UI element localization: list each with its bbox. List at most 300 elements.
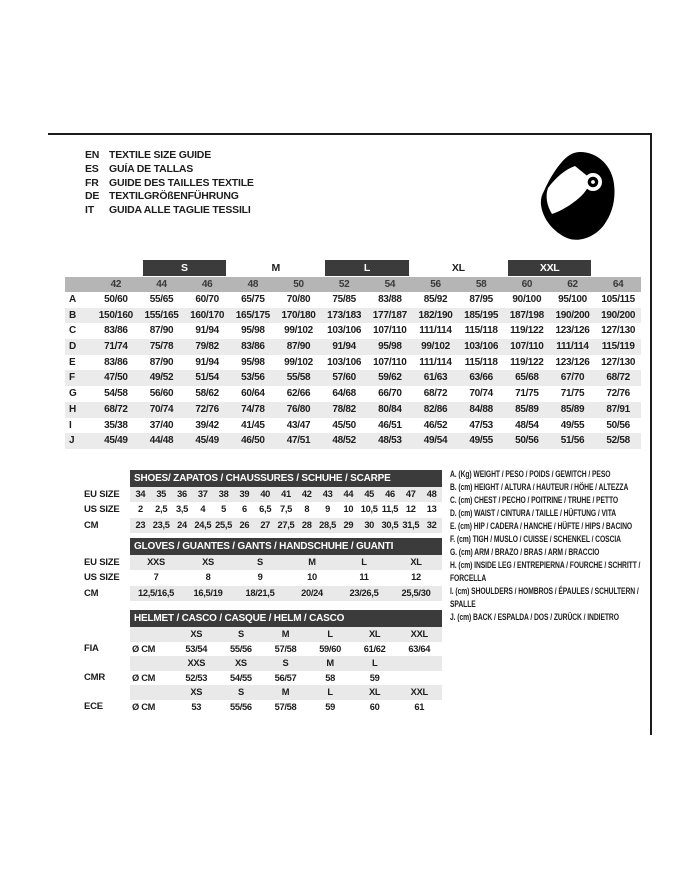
language-list bbox=[85, 149, 254, 218]
size-cell: 52/58 bbox=[606, 435, 630, 447]
size-cell: 82/86 bbox=[423, 403, 448, 415]
shoe-size-cell: 6 bbox=[241, 504, 247, 515]
size-cell: 107/110 bbox=[373, 325, 407, 337]
shoe-size-cell: 35 bbox=[156, 489, 167, 499]
row-label: ECE bbox=[84, 700, 103, 712]
size-cell: 50/56 bbox=[515, 435, 539, 447]
legend-item: F. (cm) TIGH / MUSLO / CUISSE / SCHENKEL / COSCIA bbox=[450, 534, 621, 544]
size-cell: 71/74 bbox=[104, 341, 128, 353]
glove-size-cell: M bbox=[308, 557, 316, 567]
size-cell: 39/42 bbox=[195, 419, 219, 431]
size-cell: 83/88 bbox=[378, 294, 402, 305]
lang-code: EN bbox=[85, 149, 100, 161]
size-cell: 123/126 bbox=[555, 356, 590, 368]
size-cell: 111/114 bbox=[419, 325, 452, 337]
shoe-size-cell: 47 bbox=[405, 489, 416, 499]
size-column-header: 60 bbox=[521, 279, 533, 290]
shoe-size-cell: 2,5 bbox=[155, 504, 168, 515]
shoe-size-cell: 3,5 bbox=[175, 504, 188, 515]
row-label: US SIZE bbox=[84, 572, 120, 584]
main-size-table bbox=[65, 260, 641, 449]
size-column-header: 54 bbox=[384, 279, 396, 290]
gloves-table bbox=[84, 538, 442, 601]
size-cell: 45/49 bbox=[104, 435, 128, 447]
size-cell: 105/115 bbox=[601, 294, 635, 305]
size-cell: 99/102 bbox=[284, 356, 313, 368]
helmet-size-cell: 57/58 bbox=[274, 701, 297, 712]
shoe-size-cell: 6,5 bbox=[259, 504, 272, 515]
racing-helmet-icon bbox=[536, 150, 616, 242]
helmet-size-cell: L bbox=[327, 629, 333, 639]
shoe-size-cell: 25,5 bbox=[215, 519, 233, 530]
size-table-row bbox=[65, 370, 641, 386]
language-row-it bbox=[85, 204, 254, 218]
row-label: EU SIZE bbox=[84, 489, 120, 500]
shoes-table bbox=[84, 470, 442, 533]
helmet-size-cell: 56/57 bbox=[274, 672, 297, 683]
helmet-size-cell: XXL bbox=[410, 629, 428, 639]
size-cell: 70/80 bbox=[286, 294, 311, 305]
shoe-size-cell: 43 bbox=[322, 489, 333, 499]
helmet-size-cell: M bbox=[326, 658, 334, 668]
shoe-size-cell: 10,5 bbox=[360, 504, 378, 515]
helmet-table-row bbox=[84, 700, 442, 715]
shoe-size-cell: 30 bbox=[364, 519, 375, 530]
helmet-size-cell: XXS bbox=[187, 658, 206, 668]
helmet-table-row bbox=[130, 656, 442, 671]
row-letter: D bbox=[69, 341, 76, 353]
size-cell: 48/53 bbox=[378, 435, 402, 447]
table-row bbox=[84, 570, 442, 585]
size-cell: 51/56 bbox=[560, 435, 585, 447]
helmet-table-row bbox=[130, 627, 442, 642]
glove-size-cell: 10 bbox=[307, 572, 317, 583]
size-cell: 55/65 bbox=[149, 294, 174, 305]
legend-item: D. (cm) WAIST / CINTURA / TAILLE / HÜFTUNG / VITA bbox=[450, 508, 617, 518]
helmet-table-body bbox=[84, 627, 442, 714]
size-cell: 127/130 bbox=[601, 325, 636, 337]
helmet-size-cell bbox=[397, 671, 442, 686]
table-row bbox=[84, 586, 442, 601]
size-cell: 79/82 bbox=[195, 341, 219, 353]
shoe-size-cell: 34 bbox=[135, 489, 146, 499]
size-cell: 48/52 bbox=[332, 435, 356, 447]
gloves-title-bar: GLOVES / GUANTES / GANTS / HANDSCHUHE / GUANTI bbox=[130, 538, 442, 555]
glove-size-cell: 20/24 bbox=[301, 587, 323, 598]
shoe-size-cell: 38 bbox=[218, 489, 229, 499]
size-cell: 103/106 bbox=[327, 325, 362, 337]
helmet-size-cell: XS bbox=[190, 687, 203, 697]
size-cell: 60/70 bbox=[195, 294, 219, 305]
size-cell: 91/94 bbox=[332, 341, 356, 353]
helmet-size-cell: S bbox=[282, 658, 289, 668]
shoe-size-cell: 4 bbox=[200, 504, 206, 515]
helmet-size-cell: 58 bbox=[325, 672, 335, 683]
size-cell: 43/47 bbox=[286, 419, 311, 431]
size-group-XXL: XXL bbox=[508, 260, 591, 276]
size-cell: 62/66 bbox=[286, 388, 311, 400]
row-label: US SIZE bbox=[84, 504, 120, 516]
shoe-size-cell: 27 bbox=[260, 519, 271, 530]
helmet-size-cell: 59 bbox=[369, 672, 380, 683]
glove-size-cell: XL bbox=[410, 557, 422, 567]
helmet-size-cell: 53 bbox=[191, 701, 202, 712]
row-letter: A bbox=[69, 294, 76, 305]
helmet-size-cell: M bbox=[281, 629, 290, 639]
shoe-size-cell: 7,5 bbox=[279, 504, 292, 515]
size-table-row bbox=[65, 308, 641, 324]
row-letter: G bbox=[69, 388, 77, 400]
size-cell: 85/89 bbox=[560, 403, 585, 415]
size-cell: 173/183 bbox=[327, 309, 362, 321]
row-label: EU SIZE bbox=[84, 557, 120, 568]
size-cell: 85/89 bbox=[515, 403, 539, 415]
size-cell: 60/64 bbox=[241, 388, 265, 400]
helmet-size-cell bbox=[397, 656, 442, 671]
size-cell: 74/78 bbox=[241, 403, 265, 415]
shoe-size-cell: 45 bbox=[364, 489, 375, 499]
size-cell: 47/51 bbox=[286, 435, 311, 447]
row-label: CMR bbox=[84, 671, 106, 683]
diameter-cm-cell: Ø CM bbox=[132, 701, 156, 712]
size-cell: 84/88 bbox=[469, 403, 493, 415]
shoes-title-bar: SHOES/ ZAPATOS / CHAUSSURES / SCHUHE / SCARPE bbox=[130, 470, 442, 487]
helmet-size-cell: 52/53 bbox=[185, 672, 208, 683]
size-cell: 119/122 bbox=[510, 356, 544, 368]
size-cell: 65/75 bbox=[241, 294, 265, 305]
size-column-header: 56 bbox=[430, 279, 441, 290]
size-cell: 44/48 bbox=[149, 435, 174, 447]
shoe-size-cell: 28,5 bbox=[319, 519, 337, 530]
size-group-S: S bbox=[143, 260, 226, 276]
size-cell: 57/60 bbox=[332, 372, 356, 384]
size-cell: 190/200 bbox=[555, 309, 590, 321]
helmet-size-cell: 55/56 bbox=[230, 701, 252, 712]
glove-size-cell: 8 bbox=[205, 572, 211, 583]
shoe-size-cell: 30,5 bbox=[381, 519, 399, 530]
size-cell: 51/54 bbox=[195, 372, 219, 384]
size-cell: 49/52 bbox=[149, 372, 174, 384]
size-number-spacer bbox=[65, 277, 93, 292]
size-cell: 58/62 bbox=[195, 388, 219, 400]
helmet-size-cell: 54/55 bbox=[230, 672, 252, 683]
legend-item: I. (cm) SHOULDERS / HOMBROS / ÉPAULES / SCHULTERN / SPALLE bbox=[450, 586, 639, 609]
size-column-header: 50 bbox=[293, 279, 304, 290]
size-group-M: M bbox=[271, 262, 280, 274]
size-cell: 190/200 bbox=[601, 309, 636, 321]
shoe-size-cell: 9 bbox=[325, 504, 331, 515]
size-cell: 68/72 bbox=[104, 403, 128, 415]
shoe-size-cell: 32 bbox=[426, 519, 437, 530]
size-table-row bbox=[65, 402, 641, 418]
size-cell: 83/86 bbox=[104, 356, 128, 368]
shoes-table-body bbox=[84, 487, 442, 533]
size-cell: 50/56 bbox=[606, 419, 630, 431]
legend-item: H. (cm) INSIDE LEG / ENTREPIERNA / FOURCHE / SCHRITT / FORCELLA bbox=[450, 560, 641, 583]
helmet-size-cell: 57/58 bbox=[274, 643, 297, 654]
helmet-size-cell: 59 bbox=[325, 701, 335, 712]
size-cell: 68/72 bbox=[606, 372, 630, 384]
row-label: CM bbox=[84, 587, 99, 599]
size-table-row bbox=[65, 433, 641, 449]
size-cell: 61/63 bbox=[423, 372, 448, 384]
gloves-table-body bbox=[84, 555, 442, 601]
glove-size-cell: XS bbox=[202, 557, 214, 567]
glove-size-cell: XXS bbox=[147, 557, 165, 567]
size-cell: 50/60 bbox=[104, 294, 128, 305]
size-cell: 103/106 bbox=[327, 356, 362, 368]
size-cell: 75/85 bbox=[332, 294, 356, 305]
diameter-cm-cell bbox=[130, 685, 174, 700]
size-cell: 72/76 bbox=[195, 403, 219, 415]
helmet-size-cell: 55/56 bbox=[230, 643, 252, 654]
lang-code: DE bbox=[85, 190, 100, 203]
size-cell: 87/90 bbox=[149, 325, 174, 337]
language-row-de bbox=[85, 190, 254, 204]
helmet-size-cell: XS bbox=[190, 629, 203, 639]
size-cell: 83/86 bbox=[104, 325, 128, 337]
helmet-size-cell: 53/54 bbox=[185, 643, 208, 654]
helmet-size-cell: XL bbox=[369, 687, 381, 697]
size-cell: 64/68 bbox=[332, 388, 356, 400]
size-cell: 87/91 bbox=[606, 403, 630, 415]
size-cell: 85/92 bbox=[423, 294, 448, 305]
size-cell: 99/102 bbox=[284, 325, 313, 337]
page-border-right bbox=[650, 133, 652, 735]
glove-size-cell: S bbox=[257, 557, 263, 567]
size-cell: 54/58 bbox=[104, 388, 128, 400]
size-cell: 115/118 bbox=[464, 356, 498, 368]
size-cell: 103/106 bbox=[464, 341, 499, 353]
shoe-size-cell: 23 bbox=[135, 519, 146, 530]
diameter-cm-cell: Ø CM bbox=[132, 672, 156, 683]
row-label: CM bbox=[84, 519, 99, 531]
size-cell: 187/198 bbox=[509, 309, 544, 321]
lang-code: IT bbox=[85, 204, 94, 217]
size-cell: 99/102 bbox=[421, 341, 450, 353]
row-letter: H bbox=[69, 403, 76, 415]
size-cell: 165/175 bbox=[235, 309, 270, 321]
size-cell: 75/78 bbox=[149, 341, 174, 353]
size-cell: 71/75 bbox=[560, 388, 585, 400]
size-cell: 87/90 bbox=[286, 341, 311, 353]
shoe-size-cell: 46 bbox=[385, 489, 395, 499]
size-group-row bbox=[65, 260, 641, 277]
table-row bbox=[84, 518, 442, 533]
size-cell: 59/62 bbox=[378, 372, 402, 384]
row-letter: F bbox=[69, 372, 75, 384]
diameter-cm-cell bbox=[130, 627, 174, 642]
size-cell: 65/68 bbox=[515, 372, 539, 384]
shoe-size-cell: 27,5 bbox=[277, 519, 295, 530]
page-border-top bbox=[48, 133, 652, 135]
table-row bbox=[84, 502, 442, 517]
size-group-XL: XL bbox=[451, 262, 465, 274]
size-cell: 182/190 bbox=[418, 309, 453, 321]
glove-size-cell: L bbox=[361, 557, 367, 567]
size-cell: 66/70 bbox=[378, 388, 402, 400]
glove-size-cell: 11 bbox=[359, 572, 369, 583]
size-table-row bbox=[65, 418, 641, 434]
size-cell: 47/50 bbox=[104, 372, 128, 384]
shoe-size-cell: 24,5 bbox=[194, 519, 212, 530]
size-column-header: 58 bbox=[475, 279, 487, 290]
size-group-L: L bbox=[325, 260, 408, 276]
table-row bbox=[84, 555, 442, 570]
size-cell: 68/72 bbox=[423, 388, 448, 400]
size-cell: 47/53 bbox=[469, 419, 493, 431]
helmet-size-cell: 61/62 bbox=[363, 643, 386, 654]
size-cell: 41/45 bbox=[241, 419, 265, 431]
size-cell: 95/98 bbox=[241, 356, 265, 368]
size-cell: 76/80 bbox=[286, 403, 311, 415]
size-table-row bbox=[65, 323, 641, 339]
size-cell: 46/52 bbox=[423, 419, 448, 431]
helmet-size-cell: L bbox=[327, 687, 333, 697]
helmet-size-cell: L bbox=[371, 658, 378, 668]
size-cell: 107/110 bbox=[510, 341, 544, 353]
glove-size-cell: 12,5/16,5 bbox=[137, 587, 175, 598]
shoe-size-cell: 31,5 bbox=[402, 519, 420, 530]
shoe-size-cell: 36 bbox=[177, 489, 187, 499]
size-cell: 37/40 bbox=[149, 419, 174, 431]
helmet-size-cell: S bbox=[237, 629, 244, 639]
helmet-size-cell: M bbox=[281, 687, 290, 697]
size-cell: 45/49 bbox=[195, 435, 219, 447]
row-label: FIA bbox=[84, 642, 99, 654]
shoe-size-cell: 42 bbox=[301, 489, 312, 499]
language-row-fr bbox=[85, 177, 254, 191]
helmet-size-cell: XL bbox=[369, 629, 381, 639]
size-cell: 87/95 bbox=[469, 294, 493, 305]
size-cell: 46/51 bbox=[378, 419, 402, 431]
size-cell: 95/98 bbox=[378, 341, 402, 353]
size-number-row bbox=[65, 277, 641, 292]
language-row-es bbox=[85, 163, 254, 177]
size-cell: 63/66 bbox=[469, 372, 493, 384]
shoe-size-cell: 8 bbox=[304, 504, 310, 515]
lang-label: GUIDA ALLE TAGLIE TESSILI bbox=[109, 204, 251, 217]
size-table-row bbox=[65, 355, 641, 371]
row-letter: E bbox=[69, 356, 76, 368]
size-cell: 55/58 bbox=[286, 372, 311, 384]
size-cell: 49/55 bbox=[469, 435, 493, 447]
size-cell: 170/180 bbox=[281, 309, 316, 321]
size-cell: 111/114 bbox=[419, 356, 452, 368]
lang-label: GUÍA DE TALLAS bbox=[109, 162, 194, 175]
size-cell: 177/187 bbox=[372, 309, 407, 321]
diameter-cm-cell: Ø CM bbox=[132, 643, 156, 654]
shoe-size-cell: 10 bbox=[343, 504, 354, 515]
language-row-en bbox=[85, 149, 254, 163]
helmet-table bbox=[84, 610, 442, 714]
size-cell: 91/94 bbox=[195, 325, 219, 337]
shoe-size-cell: 37 bbox=[197, 489, 208, 499]
legend-item: A. (Kg) WEIGHT / PESO / POIDS / GEWITCH / PESO bbox=[450, 469, 611, 479]
shoe-size-cell: 13 bbox=[426, 504, 437, 515]
size-table-body bbox=[65, 292, 641, 449]
shoe-size-cell: 40 bbox=[260, 489, 271, 499]
glove-size-cell: 12 bbox=[411, 572, 421, 583]
size-column-header: 64 bbox=[612, 279, 624, 290]
size-cell: 83/86 bbox=[241, 341, 265, 353]
size-table-row bbox=[65, 339, 641, 355]
helmet-size-cell: XS bbox=[234, 658, 247, 668]
lang-code: ES bbox=[85, 162, 99, 175]
lang-label: TEXTILGRÖßENFÜHRUNG bbox=[109, 190, 239, 203]
size-cell: 87/90 bbox=[149, 356, 174, 368]
size-cell: 80/84 bbox=[378, 403, 402, 415]
helmet-size-cell: S bbox=[237, 687, 244, 697]
row-letter: C bbox=[69, 325, 76, 337]
glove-size-cell: 9 bbox=[257, 572, 263, 583]
legend-item: C. (cm) CHEST / PECHO / POITRINE / TRUHE / PETTO bbox=[450, 495, 619, 505]
shoe-size-cell: 29 bbox=[343, 519, 354, 530]
helmet-table-row bbox=[130, 685, 442, 700]
size-cell: 45/50 bbox=[332, 419, 356, 431]
size-cell: 78/82 bbox=[332, 403, 356, 415]
legend-item: G. (cm) ARM / BRAZO / BRAS / ARM / BRACCIO bbox=[450, 547, 600, 557]
shoe-size-cell: 11,5 bbox=[381, 504, 399, 515]
size-cell: 115/118 bbox=[464, 325, 498, 337]
size-cell: 95/98 bbox=[241, 325, 265, 337]
helmet-size-cell: 63/64 bbox=[408, 643, 431, 654]
row-letter: B bbox=[69, 309, 76, 321]
shoe-size-cell: 48 bbox=[426, 489, 437, 499]
size-cell: 49/55 bbox=[560, 419, 585, 431]
size-cell: 119/122 bbox=[510, 325, 544, 337]
shoe-size-cell: 24 bbox=[177, 519, 187, 530]
size-table-row bbox=[65, 292, 641, 308]
helmet-size-cell: XXL bbox=[410, 687, 428, 697]
lang-label: GUIDE DES TAILLES TEXTILE bbox=[109, 176, 254, 189]
size-column-header: 48 bbox=[247, 279, 259, 290]
size-cell: 155/165 bbox=[144, 309, 179, 321]
size-cell: 111/114 bbox=[556, 341, 589, 353]
glove-size-cell: 25,5/30 bbox=[401, 587, 431, 598]
size-cell: 185/195 bbox=[464, 309, 499, 321]
size-column-header: 44 bbox=[156, 279, 167, 290]
size-cell: 107/110 bbox=[373, 356, 407, 368]
size-cell: 91/94 bbox=[195, 356, 219, 368]
helmet-size-cell: 60 bbox=[369, 701, 380, 712]
size-cell: 70/74 bbox=[149, 403, 174, 415]
glove-size-cell: 16,5/19 bbox=[193, 587, 223, 598]
row-letter: J bbox=[69, 435, 75, 447]
row-letter: I bbox=[69, 419, 72, 431]
lang-label: TEXTILE SIZE GUIDE bbox=[109, 149, 211, 161]
helmet-title-bar: HELMET / CASCO / CASQUE / HELM / CASCO bbox=[130, 610, 442, 627]
size-cell: 46/50 bbox=[241, 435, 265, 447]
shoe-size-cell: 12 bbox=[405, 504, 416, 515]
helmet-size-cell: 61 bbox=[414, 701, 425, 712]
glove-size-cell: 23/26,5 bbox=[349, 587, 379, 598]
shoe-size-cell: 28 bbox=[301, 519, 312, 530]
size-cell: 70/74 bbox=[469, 388, 493, 400]
shoe-size-cell: 2 bbox=[137, 504, 143, 515]
shoe-size-cell: 5 bbox=[221, 504, 227, 515]
size-cell: 48/54 bbox=[515, 419, 539, 431]
size-cell: 72/76 bbox=[606, 388, 630, 400]
helmet-table-row bbox=[84, 671, 442, 686]
size-cell: 160/170 bbox=[190, 309, 225, 321]
diameter-cm-cell bbox=[130, 656, 174, 671]
helmet-table-row bbox=[84, 642, 442, 657]
size-column-header: 62 bbox=[567, 279, 578, 290]
shoe-size-cell: 26 bbox=[239, 519, 250, 530]
size-cell: 127/130 bbox=[601, 356, 636, 368]
shoe-size-cell: 23,5 bbox=[152, 519, 170, 530]
